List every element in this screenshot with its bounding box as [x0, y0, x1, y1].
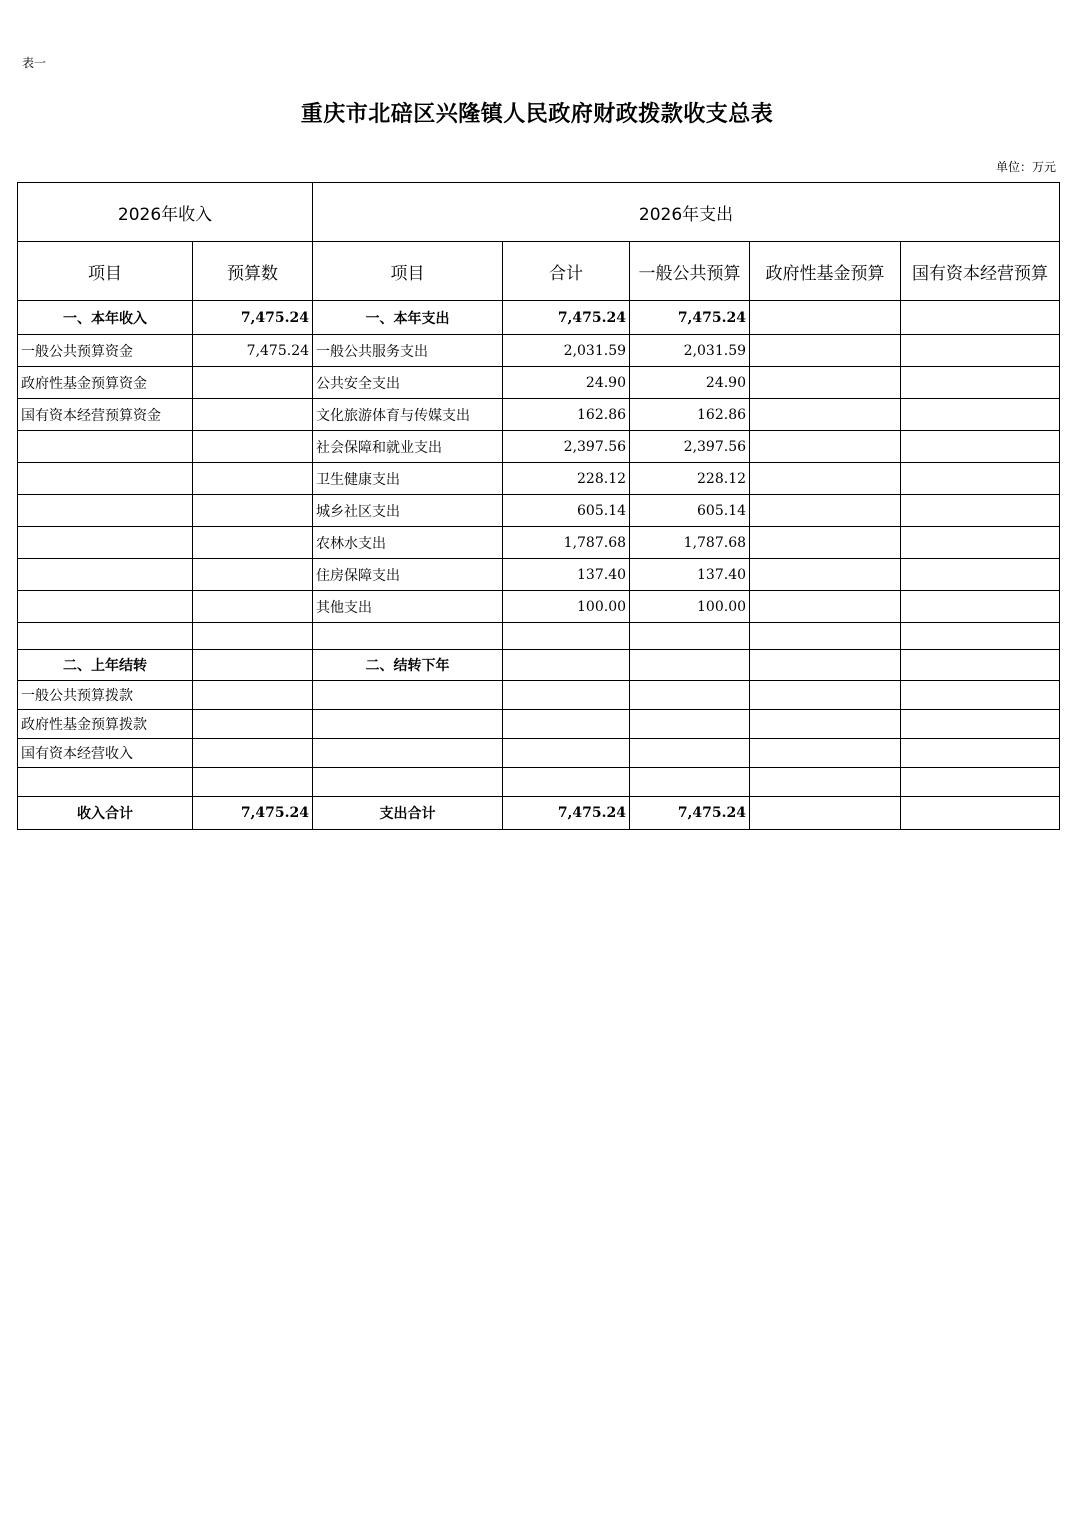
cell-income-amount	[193, 463, 313, 495]
cell-expense-capital	[901, 463, 1060, 495]
cell-expense-fund	[750, 559, 901, 591]
cell-expense-item	[313, 623, 503, 650]
cell-expense-capital	[901, 739, 1060, 768]
cell-expense-fund	[750, 681, 901, 710]
cell-expense-fund	[750, 710, 901, 739]
table-row	[18, 559, 1060, 591]
cell-expense-fund	[750, 301, 901, 335]
cell-expense-fund	[750, 591, 901, 623]
cell-expense-total	[503, 623, 630, 650]
table-row	[18, 650, 1060, 681]
table-row	[18, 431, 1060, 463]
cell-income-item	[18, 431, 193, 463]
cell-expense-fund	[750, 650, 901, 681]
table-row	[18, 681, 1060, 710]
cell-expense-fund	[750, 335, 901, 367]
cell-expense-general	[630, 681, 750, 710]
cell-expense-item: 一、本年支出	[313, 301, 503, 335]
header-income-group: 2026年收入	[18, 183, 313, 242]
cell-expense-general	[630, 768, 750, 797]
table-row	[18, 591, 1060, 623]
cell-expense-general: 24.90	[630, 367, 750, 399]
cell-expense-total: 162.86	[503, 399, 630, 431]
table-row	[18, 797, 1060, 830]
cell-income-amount	[193, 681, 313, 710]
cell-income-item: 收入合计	[18, 797, 193, 830]
cell-expense-capital	[901, 623, 1060, 650]
cell-expense-total: 605.14	[503, 495, 630, 527]
cell-expense-item: 支出合计	[313, 797, 503, 830]
cell-expense-item: 其他支出	[313, 591, 503, 623]
cell-expense-general: 1,787.68	[630, 527, 750, 559]
header-income-item: 项目	[18, 242, 193, 301]
cell-expense-total	[503, 739, 630, 768]
cell-expense-item: 农林水支出	[313, 527, 503, 559]
cell-income-item: 一般公共预算拨款	[18, 681, 193, 710]
cell-income-amount: 7,475.24	[193, 797, 313, 830]
cell-expense-general: 162.86	[630, 399, 750, 431]
cell-income-amount: 7,475.24	[193, 335, 313, 367]
cell-income-item: 国有资本经营预算资金	[18, 399, 193, 431]
cell-income-item	[18, 495, 193, 527]
table-row	[18, 710, 1060, 739]
cell-income-amount	[193, 739, 313, 768]
cell-expense-total	[503, 768, 630, 797]
cell-expense-general: 137.40	[630, 559, 750, 591]
cell-expense-total: 2,031.59	[503, 335, 630, 367]
page-title: 重庆市北碚区兴隆镇人民政府财政拨款收支总表	[300, 101, 774, 127]
header-expense-group: 2026年支出	[313, 183, 1060, 242]
cell-expense-total: 2,397.56	[503, 431, 630, 463]
cell-expense-general: 2,031.59	[630, 335, 750, 367]
table-row	[18, 463, 1060, 495]
cell-income-amount	[193, 495, 313, 527]
cell-income-amount	[193, 591, 313, 623]
cell-expense-general: 228.12	[630, 463, 750, 495]
cell-income-amount	[193, 710, 313, 739]
cell-expense-item: 二、结转下年	[313, 650, 503, 681]
cell-expense-capital	[901, 710, 1060, 739]
cell-expense-item: 卫生健康支出	[313, 463, 503, 495]
cell-expense-capital	[901, 431, 1060, 463]
cell-expense-item	[313, 768, 503, 797]
cell-expense-fund	[750, 739, 901, 768]
cell-expense-general: 100.00	[630, 591, 750, 623]
cell-expense-capital	[901, 399, 1060, 431]
cell-income-item: 二、上年结转	[18, 650, 193, 681]
header-income-budget: 预算数	[193, 242, 313, 301]
cell-income-item	[18, 768, 193, 797]
cell-expense-item: 文化旅游体育与传媒支出	[313, 399, 503, 431]
cell-expense-total: 137.40	[503, 559, 630, 591]
cell-expense-capital	[901, 681, 1060, 710]
cell-expense-total: 7,475.24	[503, 797, 630, 830]
cell-income-item	[18, 623, 193, 650]
cell-expense-capital	[901, 650, 1060, 681]
cell-expense-capital	[901, 797, 1060, 830]
cell-expense-item	[313, 710, 503, 739]
cell-expense-general	[630, 650, 750, 681]
cell-expense-capital	[901, 301, 1060, 335]
cell-expense-fund	[750, 527, 901, 559]
cell-income-amount	[193, 768, 313, 797]
table-row	[18, 739, 1060, 768]
cell-expense-fund	[750, 463, 901, 495]
cell-expense-total	[503, 681, 630, 710]
cell-income-item: 一、本年收入	[18, 301, 193, 335]
header-general-budget: 一般公共预算	[630, 242, 750, 301]
cell-income-amount	[193, 399, 313, 431]
cell-expense-capital	[901, 495, 1060, 527]
header-expense-item: 项目	[313, 242, 503, 301]
cell-expense-capital	[901, 591, 1060, 623]
cell-expense-total: 1,787.68	[503, 527, 630, 559]
cell-expense-fund	[750, 797, 901, 830]
table-row	[18, 335, 1060, 367]
cell-income-item	[18, 559, 193, 591]
cell-income-item: 政府性基金预算资金	[18, 367, 193, 399]
cell-expense-fund	[750, 399, 901, 431]
table-row	[18, 495, 1060, 527]
header-row-group	[18, 183, 1060, 242]
cell-income-amount	[193, 623, 313, 650]
cell-expense-general	[630, 710, 750, 739]
header-row-columns	[18, 242, 1060, 301]
cell-expense-total: 7,475.24	[503, 301, 630, 335]
cell-expense-capital	[901, 768, 1060, 797]
cell-income-item: 国有资本经营收入	[18, 739, 193, 768]
cell-expense-total: 24.90	[503, 367, 630, 399]
table-row	[18, 623, 1060, 650]
cell-expense-total	[503, 710, 630, 739]
cell-expense-total	[503, 650, 630, 681]
cell-expense-general	[630, 623, 750, 650]
cell-expense-item	[313, 739, 503, 768]
cell-expense-item: 一般公共服务支出	[313, 335, 503, 367]
cell-income-amount	[193, 559, 313, 591]
cell-expense-item: 社会保障和就业支出	[313, 431, 503, 463]
cell-income-item: 一般公共预算资金	[18, 335, 193, 367]
budget-table	[17, 182, 1060, 830]
cell-expense-fund	[750, 367, 901, 399]
cell-expense-general: 7,475.24	[630, 797, 750, 830]
table-row	[18, 367, 1060, 399]
cell-income-item	[18, 463, 193, 495]
cell-expense-general: 2,397.56	[630, 431, 750, 463]
cell-income-item: 政府性基金预算拨款	[18, 710, 193, 739]
header-gov-fund-budget: 政府性基金预算	[750, 242, 901, 301]
cell-income-amount	[193, 431, 313, 463]
cell-expense-general: 605.14	[630, 495, 750, 527]
cell-expense-fund	[750, 623, 901, 650]
cell-expense-fund	[750, 431, 901, 463]
cell-expense-general: 7,475.24	[630, 301, 750, 335]
cell-expense-total: 100.00	[503, 591, 630, 623]
cell-expense-item	[313, 681, 503, 710]
cell-income-item	[18, 591, 193, 623]
unit-label: 单位：万元	[995, 160, 1056, 174]
header-expense-total: 合计	[503, 242, 630, 301]
table-label: 表一	[22, 56, 47, 70]
cell-expense-item: 住房保障支出	[313, 559, 503, 591]
header-state-capital-budget: 国有资本经营预算	[901, 242, 1060, 301]
cell-income-item	[18, 527, 193, 559]
cell-expense-fund	[750, 768, 901, 797]
cell-income-amount	[193, 527, 313, 559]
table-row	[18, 527, 1060, 559]
cell-expense-fund	[750, 495, 901, 527]
cell-expense-item: 城乡社区支出	[313, 495, 503, 527]
cell-expense-item: 公共安全支出	[313, 367, 503, 399]
cell-expense-general	[630, 739, 750, 768]
cell-expense-capital	[901, 335, 1060, 367]
cell-income-amount	[193, 650, 313, 681]
table-row	[18, 399, 1060, 431]
cell-expense-capital	[901, 367, 1060, 399]
table-row	[18, 768, 1060, 797]
cell-income-amount: 7,475.24	[193, 301, 313, 335]
cell-expense-total: 228.12	[503, 463, 630, 495]
cell-expense-capital	[901, 559, 1060, 591]
cell-income-amount	[193, 367, 313, 399]
table-row	[18, 301, 1060, 335]
cell-expense-capital	[901, 527, 1060, 559]
